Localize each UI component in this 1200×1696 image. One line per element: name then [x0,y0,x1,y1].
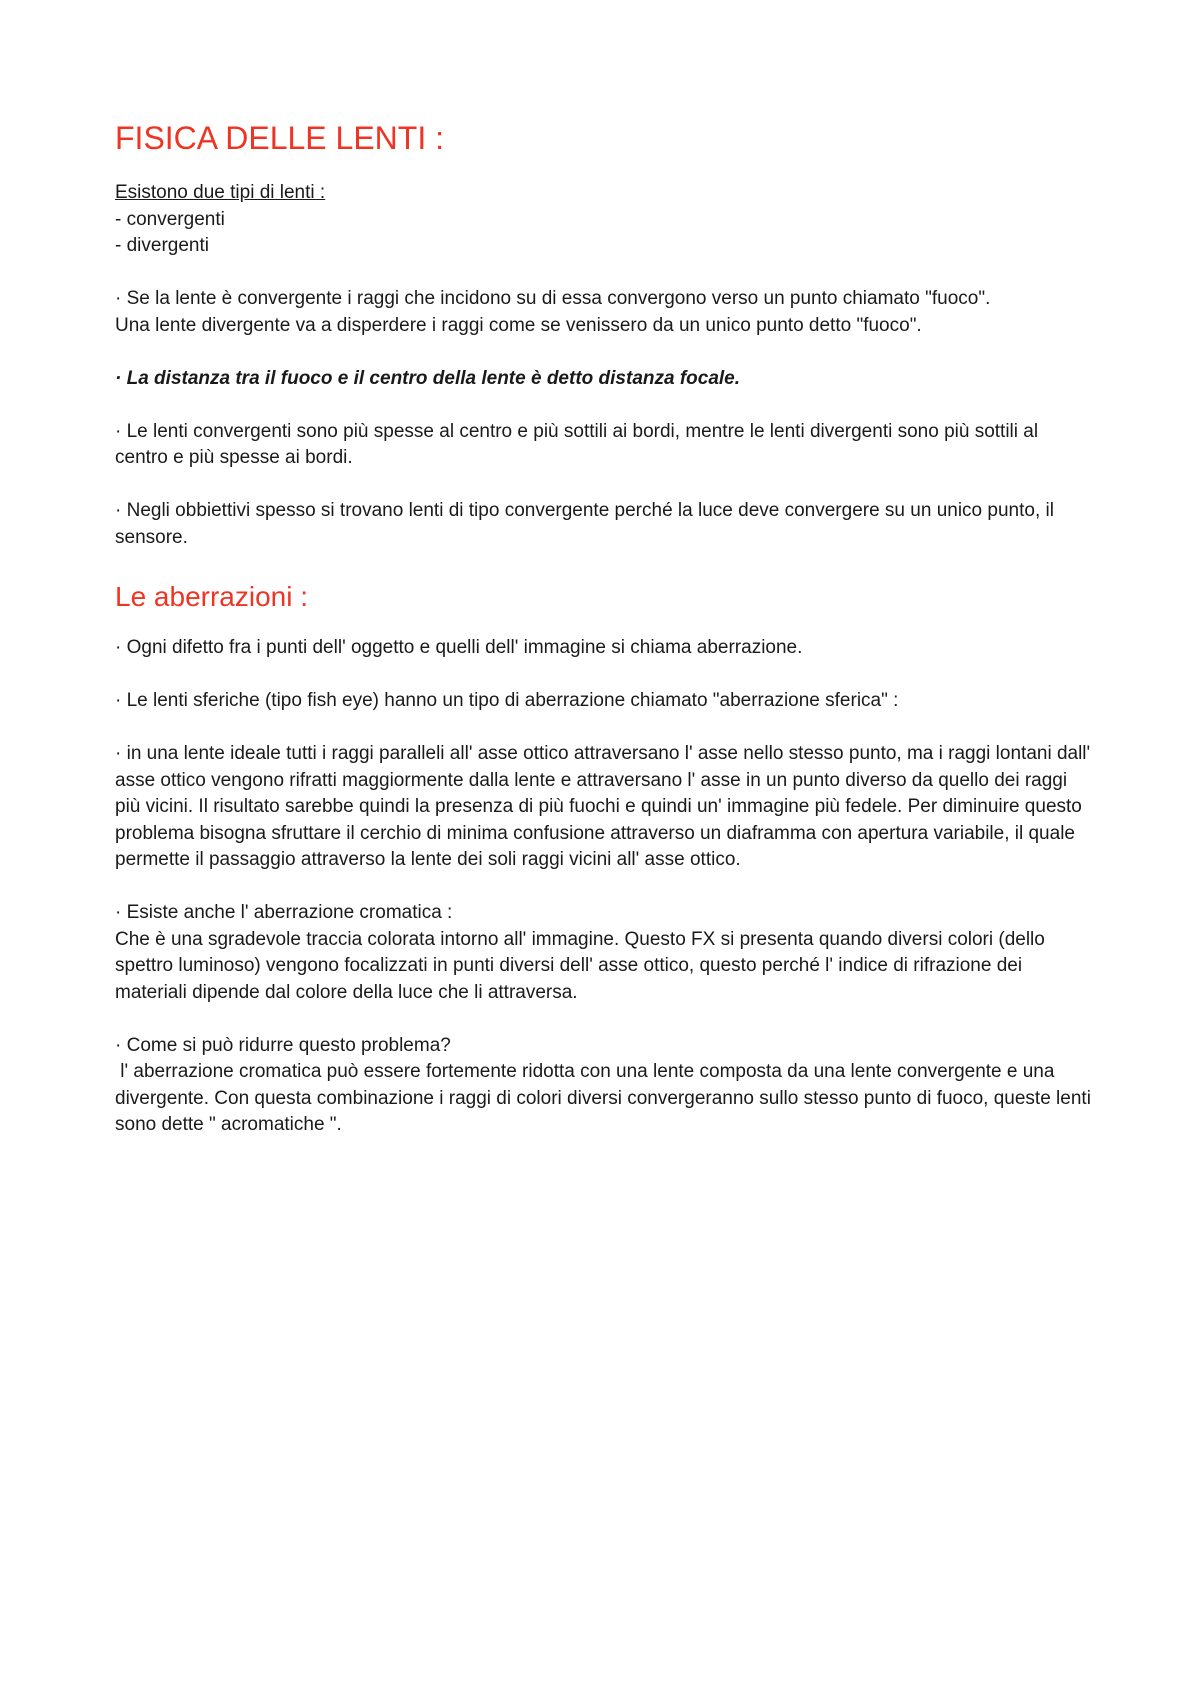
intro-heading: Esistono due tipi di lenti : [115,182,326,203]
paragraph-diverging: Una lente divergente va a disperdere i raggi come se venissero da un unico punto detto "fuoco". [115,314,922,336]
paragraph-lens-thickness: · Le lenti convergenti sono più spesse al centro e più sottili ai bordi, mentre le lenti divergenti sono più sottili al centro e più spesse ai bordi. [115,420,1039,468]
paragraph-focal-distance: · La distanza tra il fuoco e il centro della lente è detto distanza focale. [115,367,741,389]
paragraph-reduce-question: · Come si può ridurre questo problema? [115,1034,451,1056]
paragraph-chromatic-description: Che è una sgradevole traccia colorata intorno all' immagine. Questo FX si presenta quando diversi colori (dello spettro luminoso) vengono focalizzati in punti diversi dell' asse ottico, questo perché l' indice di rifrazione dei materiali dipende dal colore della luce che li attraversa. [115,928,1045,1003]
list-item-convergenti: - convergenti [115,208,225,230]
document-page [115,118,1095,1139]
paragraph-ideal-lens: · in una lente ideale tutti i raggi paralleli all' asse ottico attraversano l' asse nello stesso punto, ma i raggi lontani dall' asse ottico vengono rifratti maggiormente dalla lente e attraversano l' asse in un punto diverso da quello dei raggi più vicini. Il risultato sarebbe quindi la presenza di più fuochi e quindi un' immagine più fedele. Per diminuire questo problema bisogna sfruttare il cerchio di minima confusione attraverso un diaframma con apertura variabile, il quale permette il passaggio attraverso la lente dei soli raggi vicini all' asse ottico. [115,743,1091,870]
paragraph-converging: · Se la lente è convergente i raggi che incidono su di essa convergono verso un punto chiamato "fuoco". [115,288,991,309]
paragraph-defect: · Ogni difetto fra i punti dell' oggetto e quelli dell' immagine si chiama aberrazione. [115,637,803,658]
paragraph-spherical: · Le lenti sferiche (tipo fish eye) hanno un tipo di aberrazione chiamato "aberrazione sferica" : [115,690,899,711]
section-title-aberrations: Le aberrazioni : [115,581,309,612]
list-item-divergenti: - divergenti [115,235,209,256]
paragraph-reduce-answer: l' aberrazione cromatica può essere fortemente ridotta con una lente composta da una lente convergente e una divergente. Con questa combinazione i raggi di colori diversi convergeranno sullo stesso punto di fuoco, queste lenti sono dette " acromatiche ". [115,1061,1097,1135]
paragraph-objectives: · Negli obbiettivi spesso si trovano lenti di tipo convergente perché la luce deve convergere su un unico punto, il sensore. [115,500,1054,548]
document-title: FISICA DELLE LENTI : [115,120,444,156]
paragraph-chromatic-intro: · Esiste anche l' aberrazione cromatica : [115,902,453,923]
